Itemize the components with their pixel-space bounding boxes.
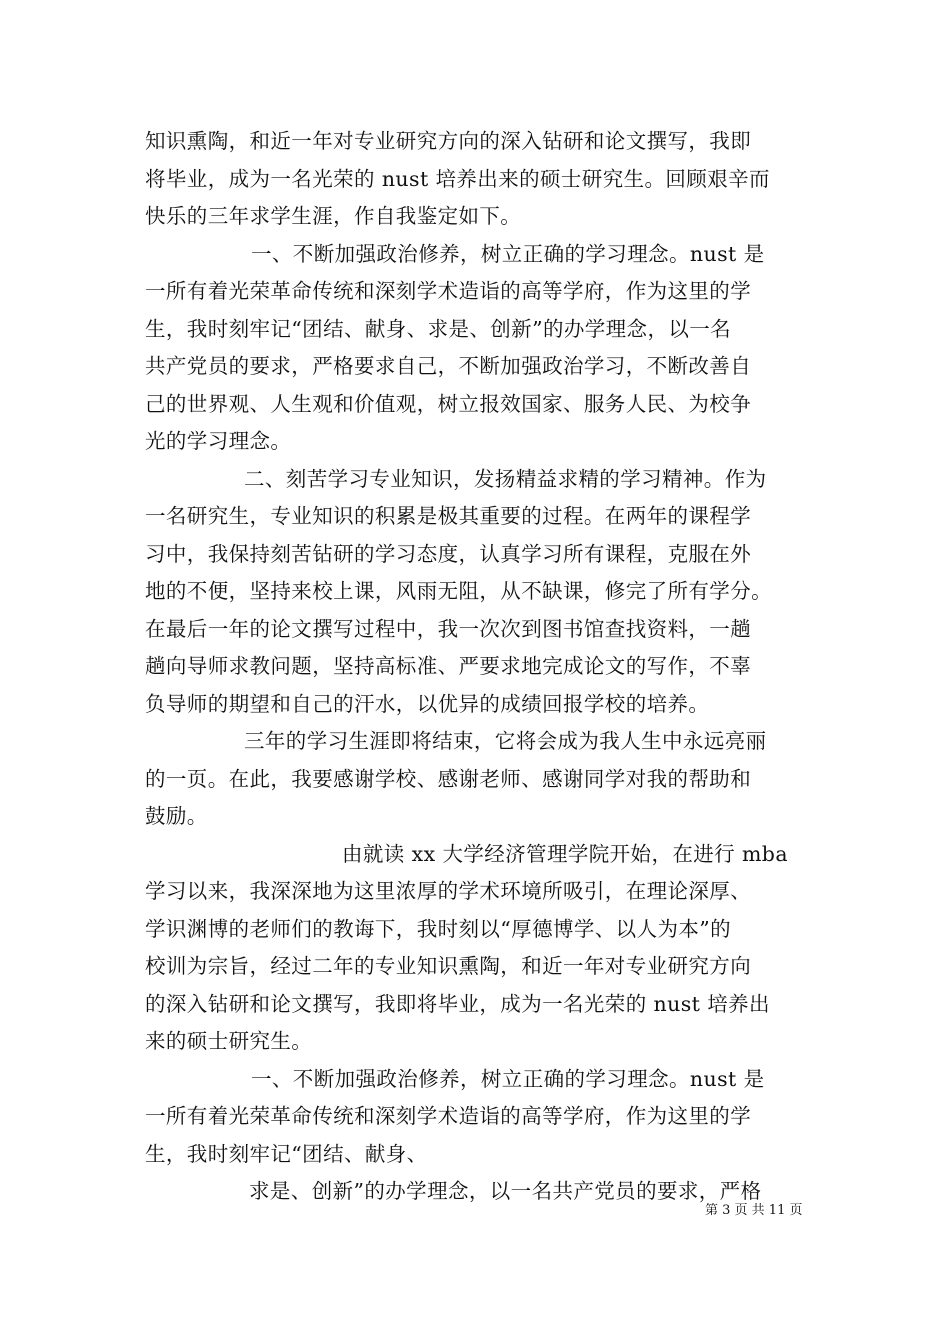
paragraph-start-line: 由就读 xx 大学经济管理学院开始，在进行 mba [342,841,788,866]
text-line: 共产党员的要求，严格要求自己，不断加强政治学习，不断改善自 [145,354,752,378]
text-line: 鼓励。 [145,804,208,828]
section-heading-line: 二、刻苦学习专业知识，发扬精益求精的学习精神。作为 [244,466,767,491]
page-number: 第 3 页 共 11 页 [705,1203,803,1218]
text-line: 趟向导师求教问题，坚持高标准、严要求地完成论文的写作，不辜 [145,654,752,678]
text-line: 的深入钻研和论文撰写，我即将毕业，成为一名光荣的 nust 培养出 [145,991,770,1016]
text-line: 负导师的期望和自己的汗水，以优异的成绩回报学校的培养。 [145,691,710,716]
text-line: 一名研究生，专业知识的积累是极其重要的过程。在两年的课程学 [145,504,752,528]
text-line: 校训为宗旨，经过二年的专业知识熏陶，和近一年对专业研究方向 [145,954,752,978]
paragraph-start-line: 三年的学习生涯即将结束，它将会成为我人生中永远亮丽 [244,729,767,753]
text-line: 将毕业，成为一名光荣的 nust 培养出来的硕士研究生。回顾艰辛而 [145,166,770,191]
text-line: 来的硕士研究生。 [145,1029,313,1053]
section-heading-line: 一、不断加强政治修养，树立正确的学习理念。nust 是 [251,241,765,266]
text-line: 一所有着光荣革命传统和深刻学术造诣的高等学府，作为这里的学 [145,279,752,303]
text-line: 生，我时刻牢记“团结、献身、 [145,1141,428,1166]
text-line: 习中，我保持刻苦钻研的学习态度，认真学习所有课程，克服在外 [145,541,752,566]
text-line: 学识渊博的老师们的教诲下，我时刻以“厚德博学、以人为本”的 [145,916,732,941]
text-line: 在最后一年的论文撰写过程中，我一次次到图书馆查找资料，一趟 [145,616,752,641]
text-line: 一所有着光荣革命传统和深刻学术造诣的高等学府，作为这里的学 [145,1104,752,1128]
text-line: 求是、创新”的办学理念，以一名共产党员的要求，严格 [249,1179,762,1203]
document-body [145,123,810,1211]
text-line: 知识熏陶，和近一年对专业研究方向的深入钻研和论文撰写，我即 [145,129,752,153]
section-heading-line: 一、不断加强政治修养，树立正确的学习理念。nust 是 [251,1066,765,1091]
text-line: 地的不便，坚持来校上课，风雨无阻，从不缺课，修完了所有学分。 [145,579,772,603]
text-line: 己的世界观、人生观和价值观，树立报效国家、服务人民、为校争 [145,391,752,416]
text-line: 生，我时刻牢记“团结、献身、求是、创新”的办学理念，以一名 [145,316,732,341]
text-line: 光的学习理念。 [145,429,292,453]
text-line: 的一页。在此，我要感谢学校、感谢老师、感谢同学对我的帮助和 [145,766,752,791]
text-line: 学习以来，我深深地为这里浓厚的学术环境所吸引，在理论深厚、 [145,879,752,903]
text-line: 快乐的三年求学生涯，作自我鉴定如下。 [145,204,522,228]
